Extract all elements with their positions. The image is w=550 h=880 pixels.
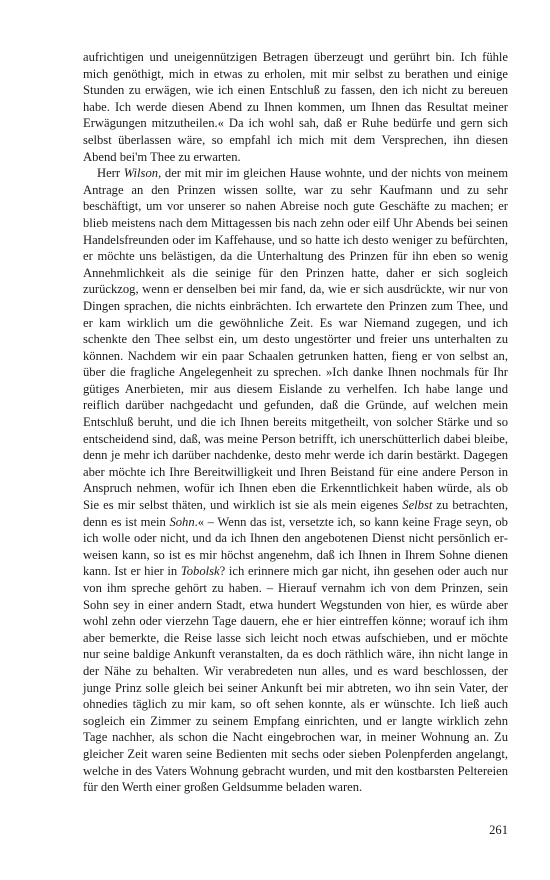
paragraph bbox=[83, 49, 508, 165]
paragraph bbox=[83, 165, 508, 796]
italic-text: Selbst bbox=[402, 498, 433, 513]
text-run: ? ich erinnere mich gar nicht, ihn gesehen oder auch nur von ihm spreche gehört zu haben. – Hierauf vernahm ich von dem Prinzen, sein Sohn sey in einer andern Stadt, etwa hundert Wegstunden von hier, es würde aber wohl zehn oder vierzehn Tage dauern, ehe er hier eintreffen könne; worauf ich ihm aber bemerkte, die Reise lasse sich leicht noch etwas aufschieben, und er möchte nur seine baldige Ankunft veranstalten, da es doch räthlich wäre, ihn nicht lange in der Nähe zu behalten. Wir verabredeten nun alles, und es ward beschlossen, der junge Prinz solle gleich bei seiner Ankunft bei mir abtreten, wo ihn sein Vater, der ohnedies täglich zu mir kam, so oft sehen konnte, als er wünschte. Ich ließ auch sogleich ein Zimmer zu seinem Empfang einrichten, und er langte wirklich zehn Tage nachher, als schon die Nacht eingebrochen war, in meiner Wohnung an. Zu gleicher Zeit waren seine Bedienten mit sechs oder sieben Polenpferden angelangt, welche in des Vaters Wohnung gebracht wurden, und mit den kostbarsten Peltereien für den Werth einer großen Geldsumme beladen waren. bbox=[83, 564, 508, 795]
italic-text: Sohn bbox=[169, 514, 195, 529]
text-run: Herr bbox=[97, 166, 124, 181]
text-run: aufrichtigen und uneigennützigen Betragen überzeugt und gerührt bin. Ich fühle mich genöthigt, mich in etwas zu erholen, mit mir selbst zu berathen und einige Stunden zu erwägen, wie ich einen Entschluß zu fassen, den ich nicht zu bereuen habe. Ich werde diesen Abend zu Ihnen kommen, um Ihnen das Resultat meiner Erwägungen mitzutheilen.« Da ich wohl sah, daß er Ruhe bedürfe und gern sich selbst überlassen wäre, so empfahl ich mich mit dem Versprechen, ihn diesen Abend bei'm Thee zu erwarten. bbox=[83, 50, 508, 164]
book-page bbox=[83, 49, 508, 796]
page-number: 261 bbox=[489, 823, 508, 837]
italic-text: Wilson bbox=[123, 166, 159, 181]
text-run: zu betrachten, denn es ist mein bbox=[83, 498, 508, 529]
text-run: .« – Wenn das ist, versetzte ich, so kann keine Frage seyn, ob ich wolle oder nicht, und da ich Ihnen den angebotenen Dienst nicht persönlich erweisen kann, so ist es mir höchst angenehm, daß ich Ihnen in Ihrem Sohne dienen kann. Ist er hier in bbox=[83, 514, 508, 579]
text-run: , der mit mir im gleichen Hause wohnte, und der nichts von meinem Antrage an den Prinzen wissen sollte, war zu sehr Kaufmann und zu sehr beschäftigt, um vor unserer so nahen Abreise noch gute Geschäfte zu machen; er blieb meistens nach dem Mittagessen bis nach zehn oder eilf Uhr Abends bei seinen Handelsfreunden oder im Kaffehause, und so hatte ich desto weniger zu befürchten, er möchte uns belästigen, da die Unterhaltung des Prinzen für ihn eben so wenig Annehmlichkeit als die seinige für den Prinzen hatte, daher er sich sogleich zurückzog, wenn er denselben bei mir fand, da, wie er sich ausdrückte, wir nur von Dingen sprachen, die nichts einbrächten. Ich erwartete den Prinzen zum Thee, und er kam wirklich um die gewöhnliche Zeit. Es war Niemand zugegen, und ich schenkte den Thee selbst ein, um desto ungestörter und freier uns unterhalten zu können. Nachdem wir ein paar Schaalen getrunken hatten, fieng er von selbst an, über die fragliche Angelegenheit zu sprechen. »Ich danke Ihnen nochmals für Ihr gütiges Anerbieten, mir aus diesem Eislande zu verhelfen. Ich habe lange und reiflich darüber nachgedacht und gefunden, daß die Gründe, auf welchen mein Entschluß beruht, und die ich Ihnen bereits mitgetheilt, von solcher Stärke und so entscheidend sind, daß, was meine Person betrifft, ich unerschütterlich dabei bleibe, denn je mehr ich darüber nachdenke, desto mehr werde ich darin bestärkt. Dagegen aber möchte ich Ihre Bereitwilligkeit und Ihren Beistand für eine andere Person in Anspruch nehmen, wofür ich Ihnen eben die Erkenntlichkeit haben würde, als ob Sie es mir selbst thäten, und wirklich ist sie als mein eigenes bbox=[83, 166, 508, 513]
italic-text: Tobolsk bbox=[180, 564, 220, 579]
body-text bbox=[83, 49, 508, 796]
